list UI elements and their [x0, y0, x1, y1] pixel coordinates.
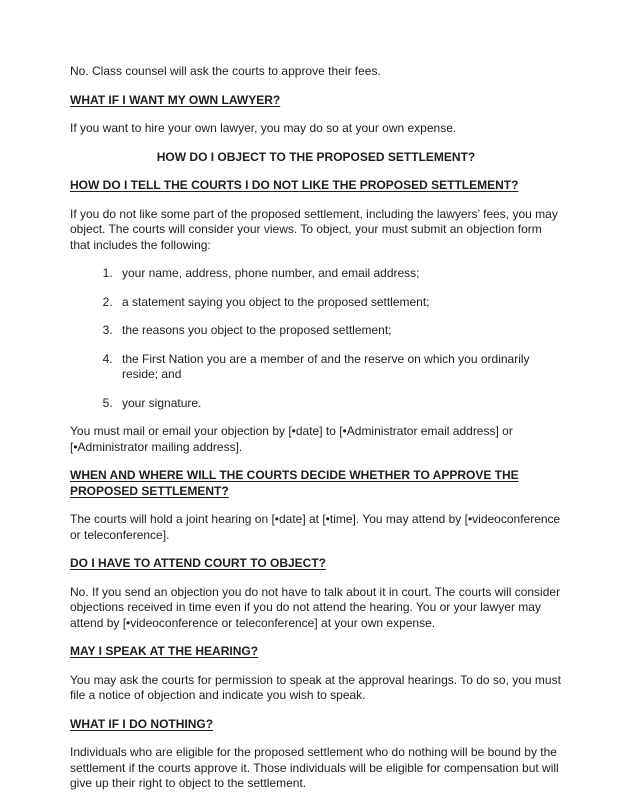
do-nothing-paragraph: Individuals who are eligible for the proposed settlement who do nothing will be bound by the settlement if the courts approve it. Those individuals will be eligible for compensation but will give up their right to object to the settlement. [70, 745, 559, 790]
mailing-instructions-paragraph: You must mail or email your objection by [•date] to [•Administrator email address] or [•Administrator mailing address]. [70, 424, 513, 454]
objection-list-item-4: 4. the First Nation you are a member of and the reserve on which you ordinarily reside; and [116, 352, 562, 383]
objection-list-item-3: 3. the reasons you object to the proposed settlement; [116, 323, 562, 339]
own-lawyer-paragraph: If you want to hire your own lawyer, you may do so at your own expense. [70, 121, 457, 135]
speak-hearing-paragraph: You may ask the courts for permission to speak at the approval hearings. To do so, you must file a notice of objection and indicate you wish to speak. [70, 672, 561, 702]
tell-courts-heading: HOW DO I TELL THE COURTS I DO NOT LIKE THE PROPOSED SETTLEMENT? [70, 178, 519, 192]
objection-requirements-list [70, 266, 562, 411]
objection-list-item-1: 1. your name, address, phone number, and email address; [116, 266, 562, 282]
attend-court-heading: DO I HAVE TO ATTEND COURT TO OBJECT? [70, 556, 327, 570]
objection-list-item-5: 5. your signature. [116, 396, 562, 412]
object-section-title: HOW DO I OBJECT TO THE PROPOSED SETTLEMENT? [156, 149, 476, 164]
when-where-paragraph: The courts will hold a joint hearing on [•date] at [•time]. You may attend by [•videoconference or teleconference]. [70, 512, 561, 542]
objection-list-item-2: 2. a statement saying you object to the proposed settlement; [116, 295, 562, 311]
when-where-heading: WHEN AND WHERE WILL THE COURTS DECIDE WHETHER TO APPROVE THE PROPOSED SETTLEMENT? [70, 468, 519, 498]
tell-courts-paragraph: If you do not like some part of the proposed settlement, including the lawyers’ fees, you may object. The courts will consider your views. To object, your must submit an objection form that includes the following: [70, 206, 558, 252]
do-nothing-heading: WHAT IF I DO NOTHING? [70, 716, 214, 731]
own-lawyer-heading: WHAT IF I WANT MY OWN LAWYER? [70, 92, 281, 107]
attend-court-paragraph: No. If you send an objection you do not have to talk about it in court. The courts will consider objections received in time even if you do not attend the hearing. You or your lawyer may attend by [•videoconference or teleconference] at your own expense. [70, 584, 561, 630]
fees-answer-paragraph: No. Class counsel will ask the courts to approve their fees. [70, 64, 381, 78]
speak-hearing-heading: MAY I SPEAK AT THE HEARING? [70, 644, 259, 658]
